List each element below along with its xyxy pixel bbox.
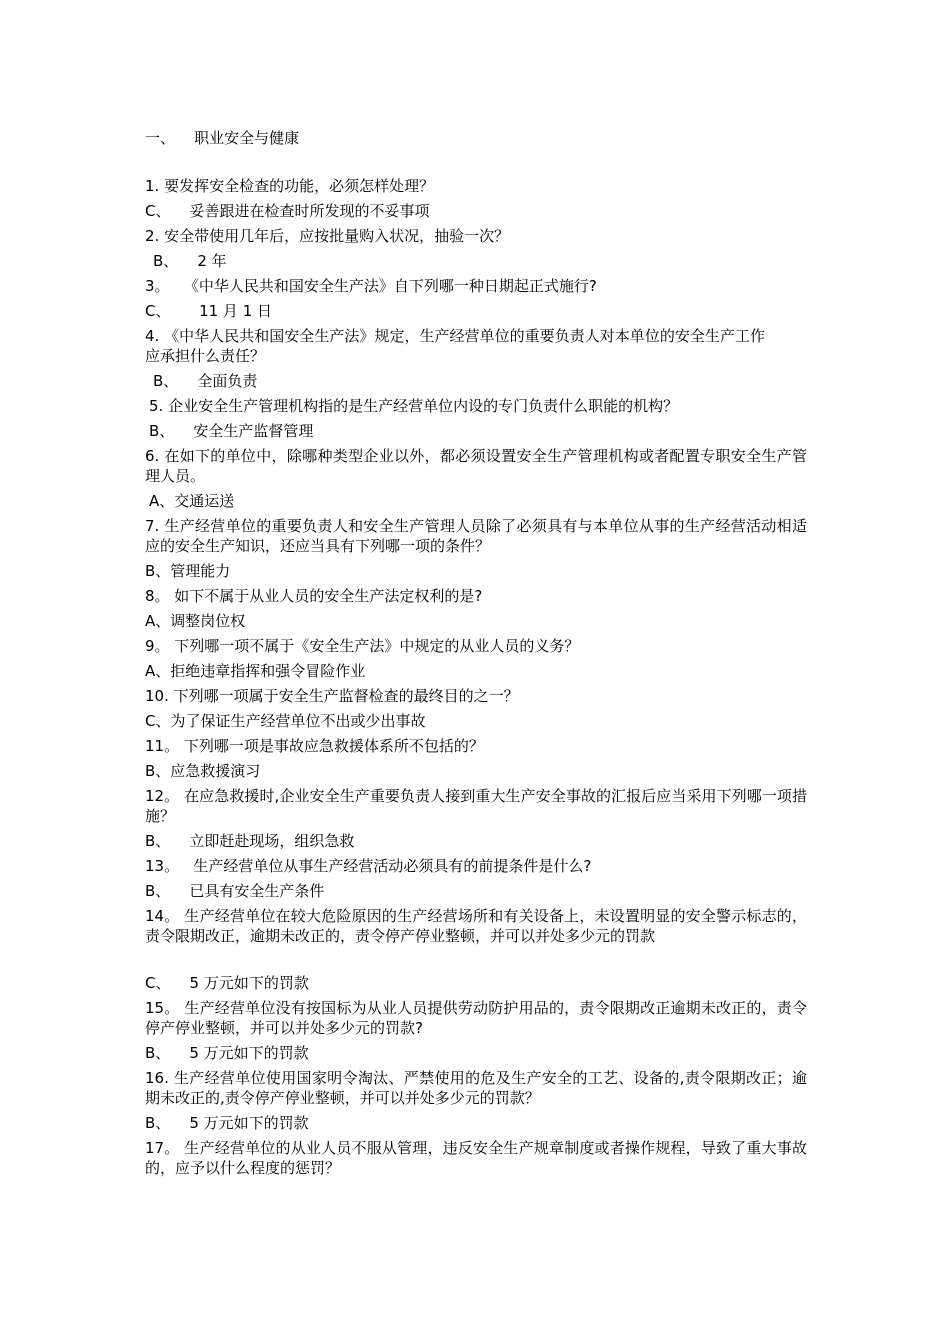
answer-5: B、 安全生产监督管理 [149,422,314,440]
answer-13: B、 已具有安全生产条件 [145,882,325,900]
question-10: 10. 下列哪一项属于安全生产监督检查的最终目的之一？ [145,687,519,705]
question-5: 5. 企业安全生产管理机构指的是生产经营单位内设的专门负责什么职能的机构？ [149,397,679,415]
question-13: 13。 生产经营单位从事生产经营活动必须具有的前提条件是什么? [145,857,592,875]
answer-12: B、 立即赶赴现场，组织急救 [145,832,355,850]
answer-10: C、为了保证生产经营单位不出或少出事故 [145,712,426,730]
answer-1: C、 妥善跟进在检查时所发现的不妥事项 [145,202,430,220]
answer-4: B、 全面负责 [153,372,258,390]
question-3: 3。 《中华人民共和国安全生产法》自下列哪一种日期起正式施行? [145,277,597,295]
question-17: 17。 生产经营单位的从业人员不服从管理，违反安全生产规章制度或者操作规程，导致了重大事故的，应予以什么程度的惩罚？ [145,1139,807,1177]
answer-8: A、调整岗位权 [145,612,246,630]
question-14: 14。 生产经营单位在较大危险原因的生产经营场所和有关设备上，未设置明显的安全警示标志的，责令限期改正，逾期未改正的，责令停产停业整顿，并可以并处多少元的罚款 [145,907,807,945]
question-12: 12。 在应急救援时,企业安全生产重要负责人接到重大生产安全事故的汇报后应当采用下列哪一项措施？ [145,787,807,825]
answer-7: B、管理能力 [145,562,231,580]
question-4: 4. 《中华人民共和国安全生产法》规定，生产经营单位的重要负责人对本单位的安全生产工作应承担什么责任？ [145,327,765,365]
answer-16: B、 5 万元如下的罚款 [145,1114,309,1132]
answer-2: B、 2 年 [153,252,227,270]
question-1: 1. 要发挥安全检查的功能，必须怎样处理？ [145,177,435,195]
section-title: 一、 职业安全与健康 [145,129,300,147]
blank-line [145,951,807,973]
question-16: 16. 生产经营单位使用国家明令淘汰、严禁使用的危及生产安全的工艺、设备的,责令限期改正；逾期未改正的,责令停产停业整顿，并可以并处多少元的罚款？ [145,1069,807,1107]
answer-14: C、 5 万元如下的罚款 [145,974,309,992]
answer-6: A、交通运送 [149,492,235,510]
question-2: 2. 安全带使用几年后，应按批量购入状况，抽验一次？ [145,227,510,245]
question-list [145,176,807,1183]
answer-3: C、 11 月 1 日 [145,302,273,320]
question-15: 15。 生产经营单位没有按国标为从业人员提供劳动防护用品的，责令限期改正逾期未改正的，责令停产停业整顿，并可以并处多少元的罚款? [145,999,807,1037]
answer-9: A、拒绝违章指挥和强令冒险作业 [145,662,366,680]
question-7: 7. 生产经营单位的重要负责人和安全生产管理人员除了必须具有与本单位从事的生产经营活动相适应的安全生产知识，还应当具有下列哪一项的条件？ [145,517,807,555]
answer-11: B、应急救援演习 [145,762,261,780]
question-11: 11。 下列哪一项是事故应急救援体系所不包括的？ [145,737,484,755]
answer-15: B、 5 万元如下的罚款 [145,1044,309,1062]
question-6: 6. 在如下的单位中，除哪种类型企业以外，都必须设置安全生产管理机构或者配置专职安全生产管理人员。 [145,447,807,485]
question-8: 8。 如下不属于从业人员的安全生产法定权利的是? [145,587,483,605]
question-9: 9。 下列哪一项不属于《安全生产法》中规定的从业人员的义务？ [145,637,580,655]
